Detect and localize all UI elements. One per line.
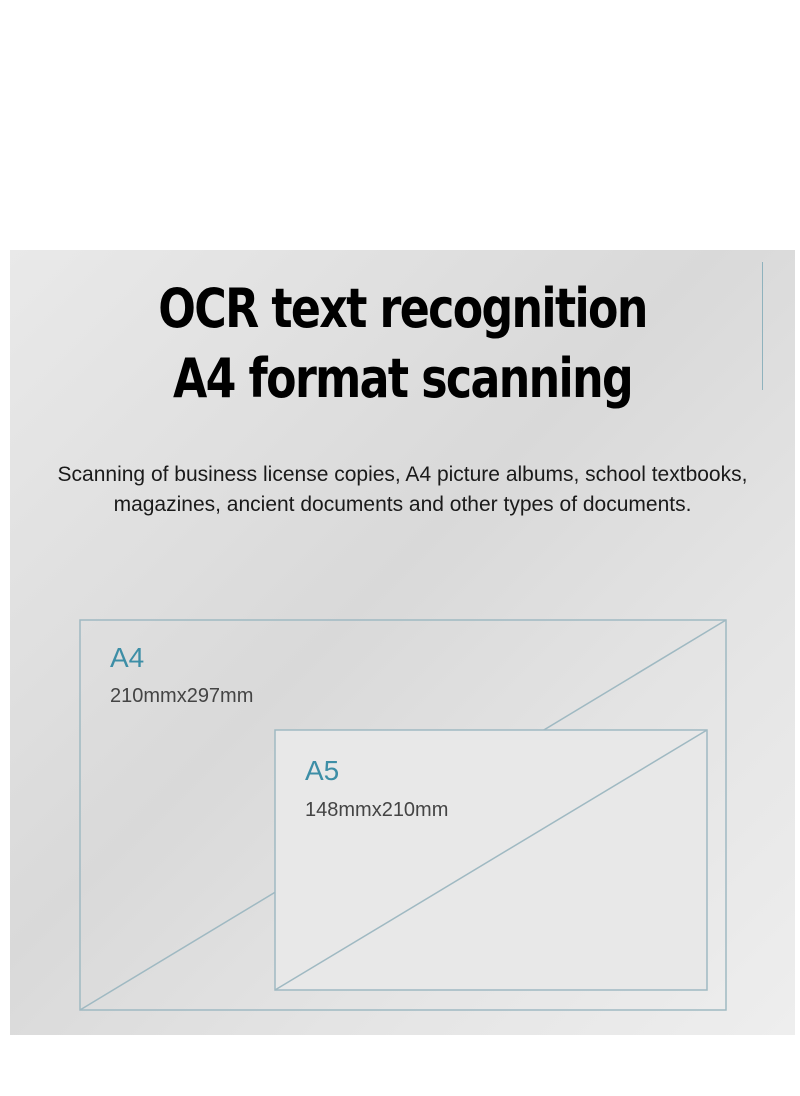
- a5-label: A5: [305, 755, 340, 786]
- headline-line-2: A4 format scanning: [172, 347, 633, 410]
- a4-dimensions: 210mmx297mm: [110, 685, 254, 707]
- a5-dimensions: 148mmx210mm: [305, 799, 449, 821]
- product-panel: [10, 250, 795, 1035]
- description: Scanning of business license copies, A4 picture albums, school textbooks, magazines, ancient documents and other types of documents.: [57, 463, 748, 516]
- headline-line-1: OCR text recognition: [158, 277, 647, 340]
- a4-label: A4: [110, 642, 145, 673]
